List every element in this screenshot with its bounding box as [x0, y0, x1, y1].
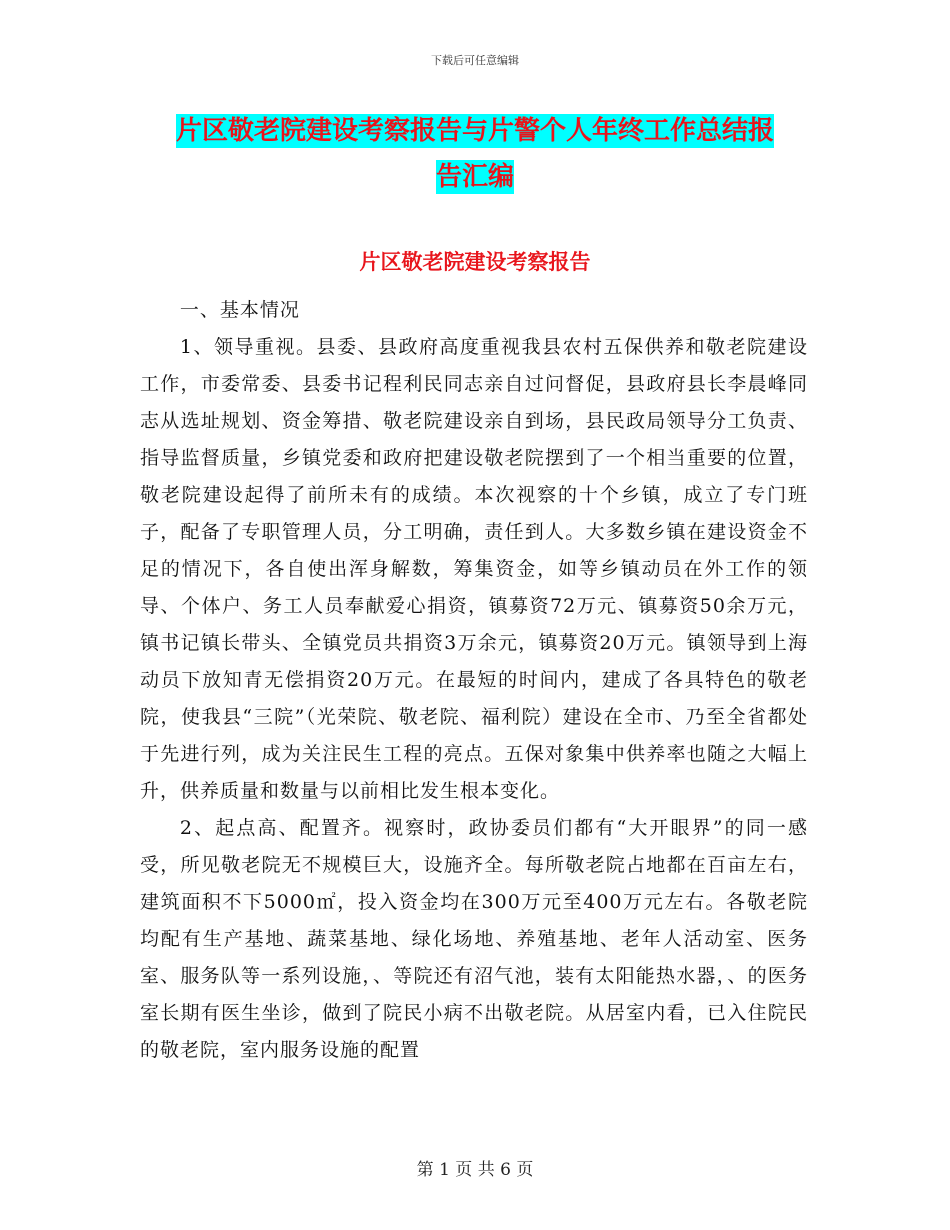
page-header: 下载后可任意编辑 — [431, 54, 519, 67]
paragraph-facilities: 2、起点高、配置齐。视察时，政协委员们都有“大开眼界”的同一感受，所见敬老院无不规模巨大，设施齐全。每所敬老院占地都在百亩左右，建筑面积不下5000㎡，投入资金均在300万元至400万元左右。各敬老院均配有生产基地、蔬菜基地、绿化场地、养殖基地、老年人活动室、医务室、服务队等一系列设施，、等院还有沼气池，装有太阳能热水器，、的医务室长期有医生坐诊，做到了院民小病不出敬老院。从居室内看，已入住院民的敬老院，室内服务设施的配置 — [140, 817, 808, 1061]
document-title-line-1: 片区敬老院建设考察报告与片警个人年终工作总结报 — [175, 116, 774, 146]
section-title: 片区敬老院建设考察报告 — [359, 250, 591, 274]
document-title — [140, 108, 810, 200]
paragraph-heading-basic-situation: 一、基本情况 — [179, 299, 300, 321]
body-text — [140, 292, 808, 1069]
page-footer: 第 1 页 共 6 页 — [416, 1160, 534, 1180]
document-title-line-2: 告汇编 — [435, 162, 514, 192]
paragraph-leadership: 1、领导重视。县委、县政府高度重视我县农村五保供养和敬老院建设工作，市委常委、县委书记程利民同志亲自过问督促，县政府县长李晨峰同志从选址规划、资金筹措、敬老院建设亲自到场，县民政局领导分工负责、指导监督质量，乡镇党委和政府把建设敬老院摆到了一个相当重要的位置，敬老院建设起得了前所未有的成绩。本次视察的十个乡镇，成立了专门班子，配备了专职管理人员，分工明确，责任到人。大多数乡镇在建设资金不足的情况下，各自使出浑身解数，筹集资金，如等乡镇动员在外工作的领导、个体户、务工人员奉献爱心捐资，镇募资72万元、镇募资50余万元，镇书记镇长带头、全镇党员共捐资3万余元，镇募资20万元。镇领导到上海动员下放知青无偿捐资20万元。在最短的时间内，建成了各具特色的敬老院，使我县“三院”（光荣院、敬老院、福利院）建设在全市、乃至全省都处于先进行列，成为关注民生工程的亮点。五保对象集中供养率也随之大幅上升，供养质量和数量与以前相比发生根本变化。 — [140, 336, 808, 802]
